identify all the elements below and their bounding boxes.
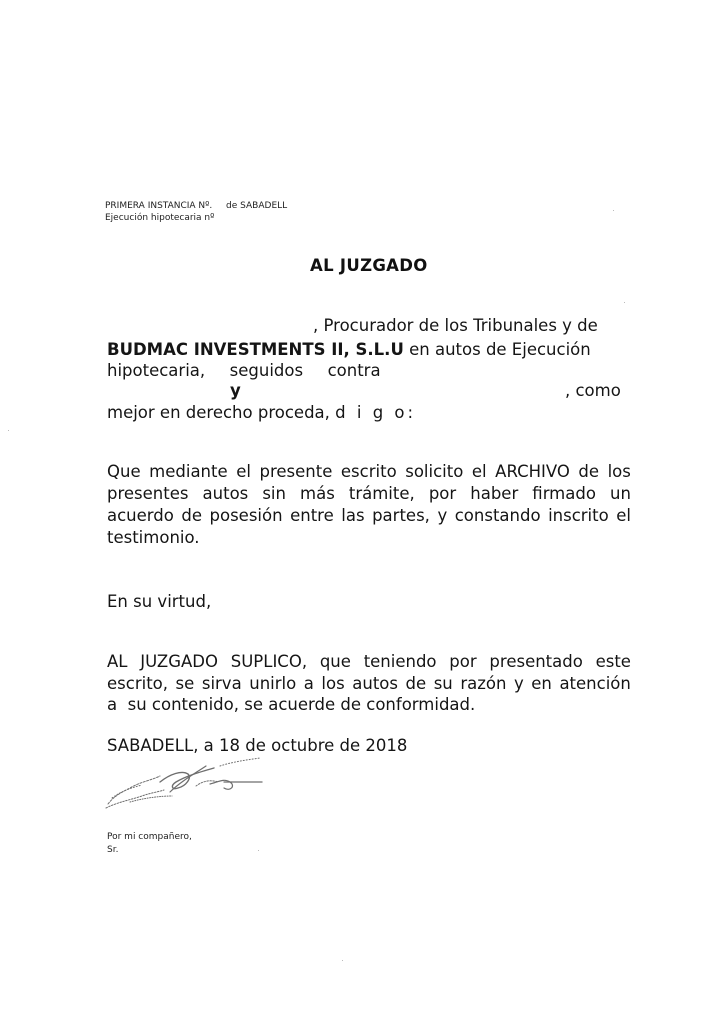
court-line-right: de SABADELL xyxy=(226,201,288,211)
word: que xyxy=(319,652,351,671)
intro-word-seguidos: seguidos xyxy=(229,361,304,380)
word: ARCHIVO xyxy=(495,462,570,481)
word: inscrito xyxy=(548,506,609,525)
scan-speck xyxy=(8,430,9,431)
word: el xyxy=(616,506,631,525)
word: por xyxy=(428,484,457,503)
word: teniendo xyxy=(363,652,437,671)
intro-line-5 xyxy=(107,403,416,422)
word: por xyxy=(449,652,477,671)
court-line xyxy=(105,201,287,211)
paragraph1-line-1 xyxy=(107,462,631,481)
suplico-line-3: a su contenido, se acuerde de conformidad. xyxy=(107,695,476,714)
word: mediante xyxy=(149,462,228,481)
intro-word-contra: contra xyxy=(327,361,381,380)
word: SUPLICO, xyxy=(230,652,308,671)
word: se xyxy=(175,674,195,693)
word: JUZGADO xyxy=(140,652,218,671)
word: sirva xyxy=(201,674,242,693)
word: presente xyxy=(259,462,333,481)
word: un xyxy=(610,484,631,503)
intro-line-2-rest: en autos de Ejecución xyxy=(409,340,591,359)
word: este xyxy=(595,652,631,671)
word: y xyxy=(437,506,448,525)
word: trámite, xyxy=(348,484,415,503)
scan-speck xyxy=(342,960,343,961)
word: razón xyxy=(460,674,507,693)
intro-line-2 xyxy=(107,340,591,359)
word: las xyxy=(341,506,365,525)
word: constando xyxy=(454,506,541,525)
paragraph1-line-3 xyxy=(107,506,631,525)
intro-line-3 xyxy=(107,361,381,380)
scan-speck xyxy=(258,850,259,851)
signature-scribble xyxy=(100,752,280,814)
word: en xyxy=(531,674,552,693)
word: solicito xyxy=(405,462,464,481)
word: los xyxy=(607,462,631,481)
word: haber xyxy=(470,484,519,503)
word: AL xyxy=(107,652,128,671)
intro-como: , como xyxy=(565,381,621,400)
word: el xyxy=(236,462,251,481)
word: sin xyxy=(262,484,286,503)
scan-speck xyxy=(613,210,614,211)
word: escrito xyxy=(340,462,397,481)
word: presentado xyxy=(489,652,583,671)
suplico-line-2 xyxy=(107,674,631,693)
word: firmado xyxy=(532,484,596,503)
word: autos xyxy=(202,484,249,503)
word: Que xyxy=(107,462,141,481)
court-line-left: PRIMERA INSTANCIA Nº. xyxy=(105,201,213,211)
date-line: SABADELL, a 18 de octubre de 2018 xyxy=(107,736,408,755)
word: entre xyxy=(290,506,334,525)
word: el xyxy=(471,462,487,481)
suplico-line-1 xyxy=(107,652,631,671)
word: partes, xyxy=(372,506,430,525)
word: y xyxy=(513,674,524,693)
procedure-line: Ejecución hipotecaria nº xyxy=(105,213,215,223)
word: escrito, xyxy=(107,674,168,693)
word: de xyxy=(181,506,202,525)
word: presentes xyxy=(107,484,189,503)
word: unirlo xyxy=(249,674,297,693)
scan-speck xyxy=(624,302,625,303)
party-name: BUDMAC INVESTMENTS II, S.L.U xyxy=(107,340,404,359)
word: autos xyxy=(352,674,398,693)
word: acuerdo xyxy=(107,506,174,525)
paragraph1-line-2 xyxy=(107,484,631,503)
intro-word-hipotecaria: hipotecaria, xyxy=(107,361,206,380)
word: de xyxy=(405,674,427,693)
intro-line-5-text: mejor en derecho proceda, xyxy=(107,403,330,422)
word: posesión xyxy=(209,506,283,525)
word: los xyxy=(321,674,345,693)
word: más xyxy=(300,484,335,503)
word: a xyxy=(303,674,314,693)
virtud-line: En su virtud, xyxy=(107,592,212,611)
footer-line-1: Por mi compañero, xyxy=(107,832,192,842)
paragraph1-line-4: testimonio. xyxy=(107,528,200,547)
intro-line-1: , Procurador de los Tribunales y de xyxy=(313,316,598,335)
word: atención xyxy=(559,674,631,693)
word: de xyxy=(578,462,600,481)
footer-line-2: Sr. xyxy=(107,845,119,855)
intro-conjunction-y: y xyxy=(230,381,241,400)
word: su xyxy=(433,674,453,693)
intro-digo: d i g o: xyxy=(335,403,417,422)
document-title: AL JUZGADO xyxy=(310,256,428,275)
